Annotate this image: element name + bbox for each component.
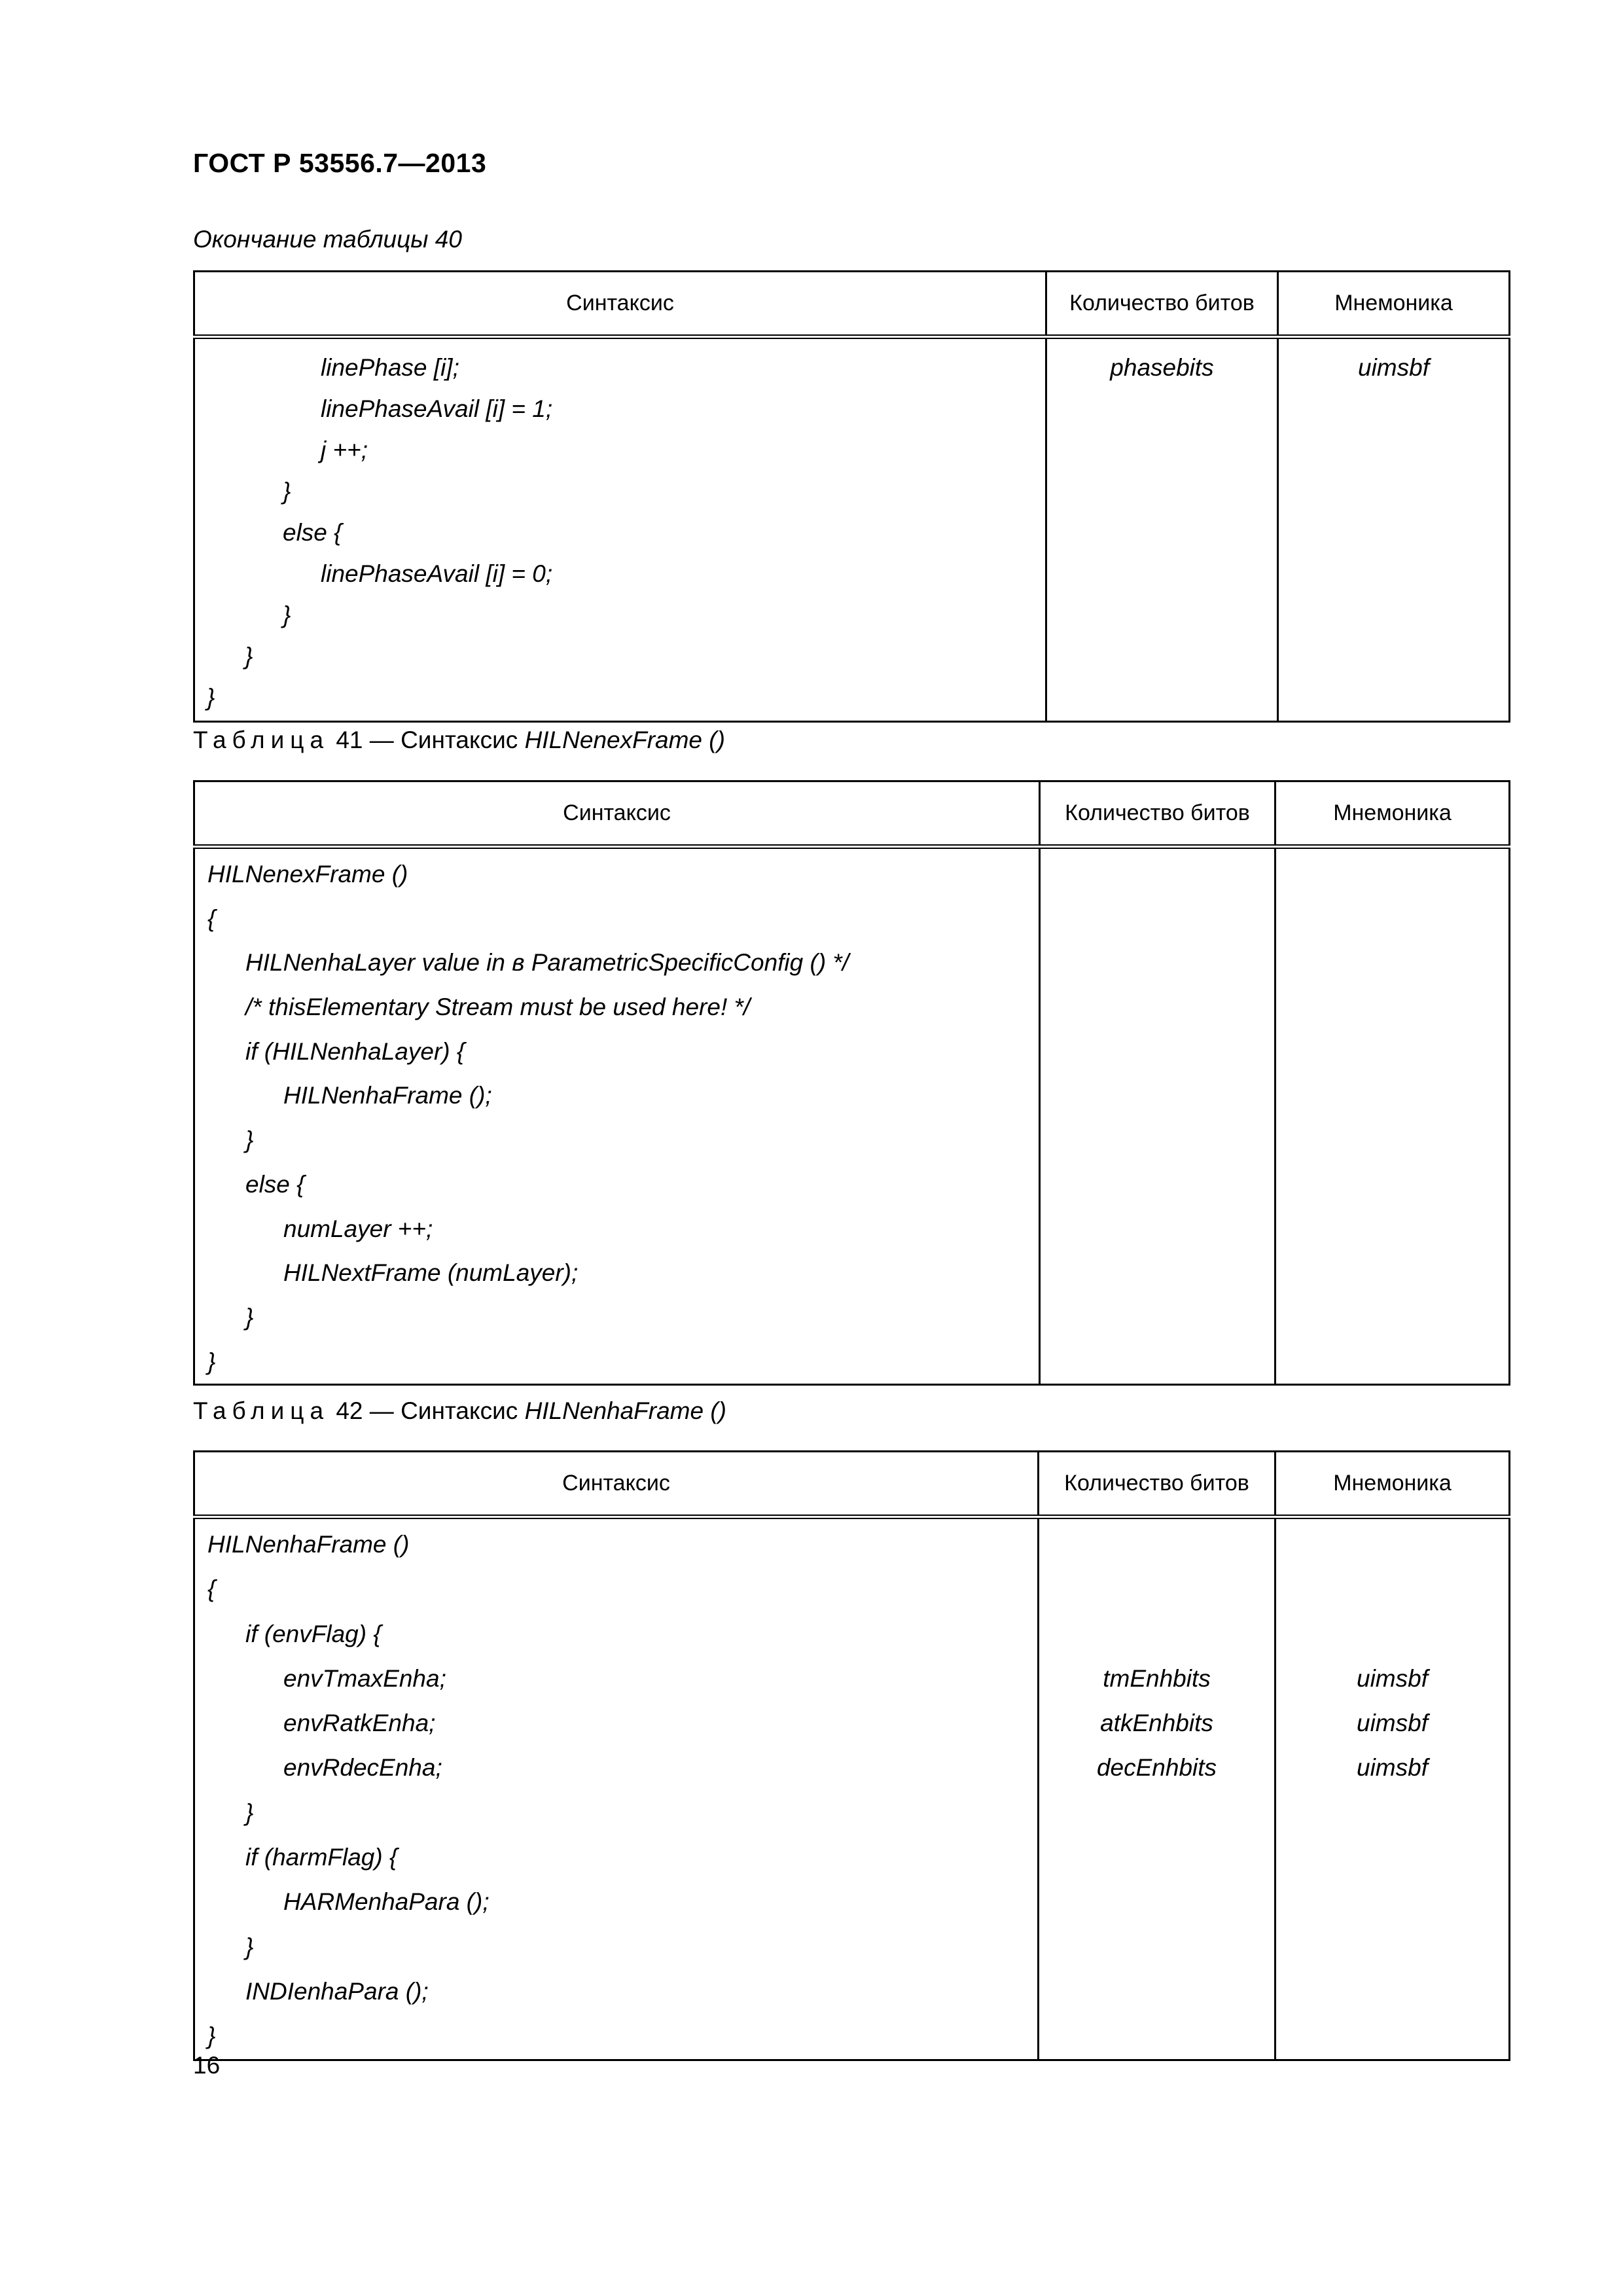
table-40 — [193, 270, 1510, 723]
mnemonic-line: uimsbf — [1358, 354, 1429, 381]
syntax-line: envTmaxEnha; — [283, 1664, 446, 1692]
bits-line — [1041, 897, 1274, 941]
bits-cell — [1046, 337, 1278, 722]
mnemonic-line — [1276, 985, 1508, 1030]
syntax-line: HILNenhaFrame (); — [283, 1082, 492, 1109]
column-header-mnemonic: Мнемоника — [1275, 1452, 1510, 1517]
bits-line — [1041, 852, 1274, 897]
syntax-line: else { — [245, 1170, 305, 1198]
syntax-line: INDIenhaPara (); — [245, 1977, 429, 2005]
table-42 — [193, 1450, 1510, 2061]
mnemonic-cell — [1275, 847, 1510, 1385]
bits-line — [1039, 1522, 1274, 1567]
syntax-line: numLayer ++; — [283, 1215, 433, 1242]
bits-line — [1039, 1567, 1274, 1611]
bits-line — [1039, 1612, 1274, 1657]
syntax-line: /* thisElementary Stream must be used here! */ — [245, 994, 751, 1021]
syntax-line: HILNenexFrame () — [207, 861, 408, 888]
table41-caption-number: 41 — Синтаксис — [336, 726, 518, 753]
mnemonic-line — [1276, 2014, 1508, 2058]
mnemonic-line — [1276, 1880, 1508, 1924]
column-header-bits: Количество битов — [1040, 781, 1275, 847]
mnemonic-line — [1276, 941, 1508, 985]
syntax-line: } — [245, 1799, 254, 1826]
syntax-line: } — [283, 478, 291, 505]
bits-line — [1041, 1162, 1274, 1207]
syntax-line: j ++; — [321, 437, 368, 463]
syntax-line: else { — [283, 519, 342, 546]
page-number: 16 — [193, 2052, 221, 2079]
table42-caption — [193, 1397, 726, 1425]
mnemonic-cell — [1275, 1517, 1510, 2060]
bits-line — [1039, 1880, 1274, 1924]
bits-line: tmEnhbits — [1103, 1664, 1211, 1692]
mnemonic-line — [1276, 1791, 1508, 1835]
syntax-line: linePhaseAvail [i] = 1; — [321, 395, 553, 422]
bits-line — [1041, 1295, 1274, 1340]
syntax-line: if (harmFlag) { — [245, 1844, 398, 1871]
bits-line — [1039, 1925, 1274, 1969]
syntax-line: if (HILNenhaLayer) { — [245, 1037, 465, 1065]
mnemonic-line — [1276, 897, 1508, 941]
mnemonic-cell — [1278, 337, 1510, 722]
column-header-mnemonic: Мнемоника — [1275, 781, 1510, 847]
mnemonic-line — [1276, 1207, 1508, 1251]
bits-line — [1047, 636, 1277, 677]
bits-line — [1047, 553, 1277, 594]
bits-line — [1041, 1340, 1274, 1384]
bits-line — [1041, 1251, 1274, 1295]
document-header: ГОСТ Р 53556.7—2013 — [193, 148, 487, 178]
bits-line: decEnhbits — [1096, 1754, 1217, 1782]
bits-line — [1047, 594, 1277, 636]
bits-line — [1041, 1030, 1274, 1074]
syntax-line: } — [245, 643, 253, 670]
mnemonic-line — [1279, 388, 1508, 429]
mnemonic-line — [1276, 1522, 1508, 1567]
syntax-line: } — [245, 1303, 254, 1331]
mnemonic-line — [1276, 1612, 1508, 1657]
syntax-line: } — [245, 1126, 254, 1154]
mnemonic-line — [1276, 1567, 1508, 1611]
mnemonic-line — [1276, 852, 1508, 897]
mnemonic-line: uimsbf — [1357, 1664, 1428, 1692]
syntax-line: if (envFlag) { — [245, 1620, 382, 1647]
bits-line — [1047, 429, 1277, 471]
mnemonic-line — [1276, 1969, 1508, 2014]
syntax-line: linePhase [i]; — [321, 354, 459, 381]
syntax-line: HILNenhaLayer value in в ParametricSpecificConfig () */ — [245, 949, 849, 977]
syntax-line: { — [207, 905, 216, 932]
bits-cell — [1040, 847, 1275, 1385]
column-header-syntax: Синтаксис — [194, 1452, 1039, 1517]
mnemonic-line — [1279, 594, 1508, 636]
mnemonic-line: uimsbf — [1357, 1710, 1428, 1737]
syntax-cell — [194, 1517, 1039, 2060]
syntax-cell — [194, 337, 1046, 722]
table41-caption-name: HILNenexFrame () — [524, 726, 725, 753]
mnemonic-line — [1279, 512, 1508, 553]
mnemonic-line — [1279, 471, 1508, 512]
mnemonic-line — [1276, 1030, 1508, 1074]
bits-line — [1039, 1791, 1274, 1835]
syntax-line: } — [207, 1348, 216, 1375]
bits-line — [1047, 471, 1277, 512]
mnemonic-line — [1276, 1073, 1508, 1118]
mnemonic-line — [1276, 1925, 1508, 1969]
column-header-syntax: Синтаксис — [194, 272, 1046, 337]
mnemonic-line — [1276, 1295, 1508, 1340]
bits-line: phasebits — [1110, 354, 1214, 381]
mnemonic-line — [1276, 1835, 1508, 1880]
syntax-line: } — [245, 1933, 254, 1960]
column-header-bits: Количество битов — [1046, 272, 1278, 337]
table40-continuation-label: Окончание таблицы 40 — [193, 226, 462, 253]
bits-line — [1041, 1207, 1274, 1251]
syntax-line: HILNextFrame (numLayer); — [283, 1259, 579, 1287]
mnemonic-line — [1276, 1162, 1508, 1207]
table41-caption — [193, 726, 725, 754]
mnemonic-line — [1276, 1251, 1508, 1295]
bits-line — [1039, 1835, 1274, 1880]
table42-caption-name: HILNenhaFrame () — [524, 1397, 726, 1424]
syntax-line: } — [283, 601, 291, 628]
mnemonic-line: uimsbf — [1357, 1754, 1428, 1782]
mnemonic-line — [1279, 429, 1508, 471]
column-header-syntax: Синтаксис — [194, 781, 1040, 847]
syntax-cell — [194, 847, 1040, 1385]
syntax-line: envRatkEnha; — [283, 1710, 436, 1737]
column-header-mnemonic: Мнемоника — [1278, 272, 1510, 337]
bits-line — [1041, 1118, 1274, 1162]
bits-line — [1041, 985, 1274, 1030]
bits-line — [1041, 941, 1274, 985]
bits-line — [1041, 1073, 1274, 1118]
bits-cell — [1039, 1517, 1275, 2060]
mnemonic-line — [1279, 636, 1508, 677]
bits-line — [1047, 512, 1277, 553]
syntax-line: linePhaseAvail [i] = 0; — [321, 560, 553, 587]
mnemonic-line — [1279, 677, 1508, 718]
syntax-line: envRdecEnha; — [283, 1754, 442, 1782]
syntax-line: } — [207, 684, 215, 711]
syntax-line: HARMenhaPara (); — [283, 1888, 490, 1916]
column-header-bits: Количество битов — [1039, 1452, 1275, 1517]
table-41 — [193, 780, 1510, 1386]
table42-caption-number: 42 — Синтаксис — [336, 1397, 518, 1424]
bits-line — [1047, 388, 1277, 429]
bits-line — [1039, 2014, 1274, 2058]
syntax-line: HILNenhaFrame () — [207, 1531, 410, 1558]
bits-line — [1047, 677, 1277, 718]
mnemonic-line — [1276, 1340, 1508, 1384]
mnemonic-line — [1279, 553, 1508, 594]
syntax-line: } — [207, 2022, 216, 2050]
table42-caption-prefix: Таблица — [193, 1397, 330, 1424]
mnemonic-line — [1276, 1118, 1508, 1162]
bits-line — [1039, 1969, 1274, 2014]
bits-line: atkEnhbits — [1100, 1710, 1213, 1737]
syntax-line: { — [207, 1575, 216, 1603]
table41-caption-prefix: Таблица — [193, 726, 330, 753]
